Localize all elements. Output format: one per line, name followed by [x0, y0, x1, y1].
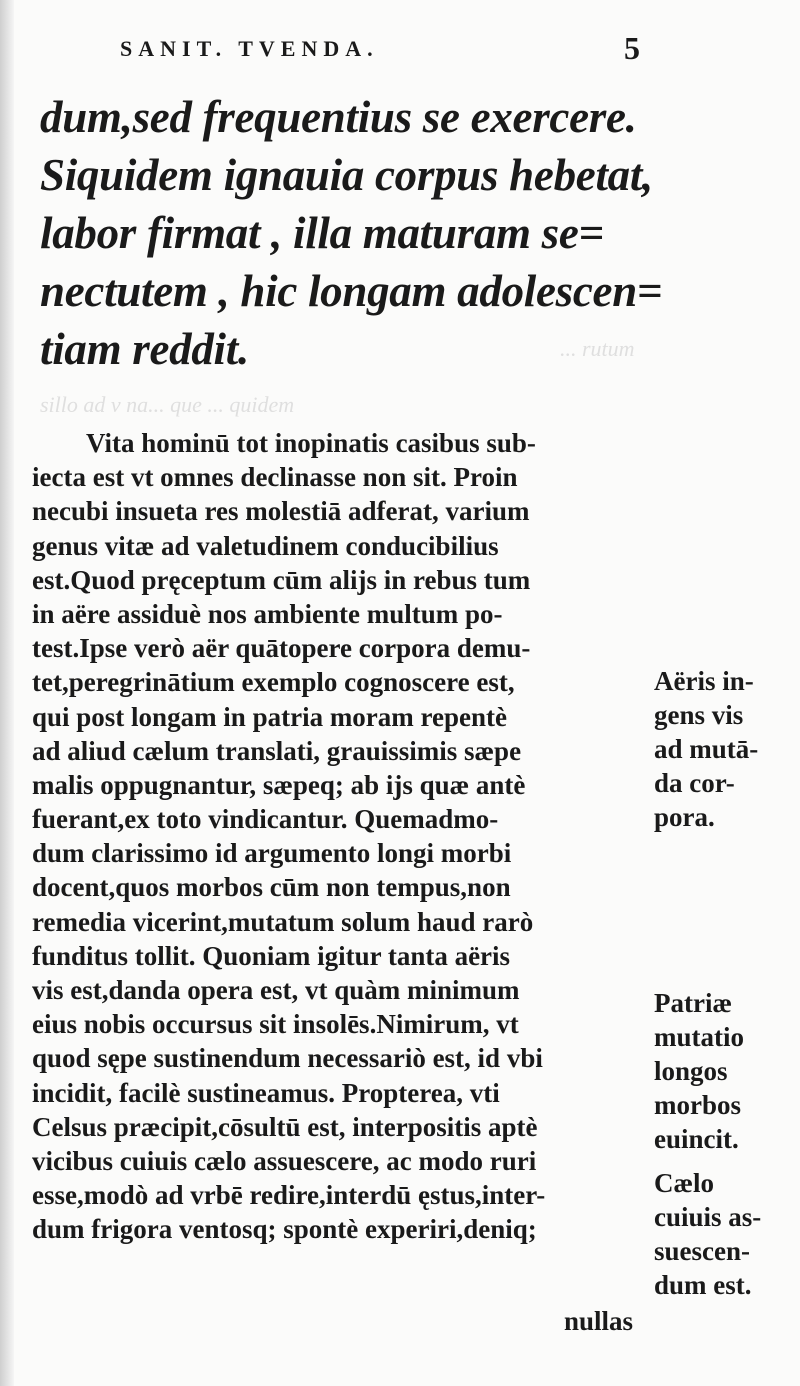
text-line: nectutem , hic longam adolescen=	[40, 266, 663, 316]
marginal-line: gens vis	[654, 700, 744, 730]
text-line: remedia vicerint,mutatum solum haud rarò	[32, 906, 534, 937]
text-line: vis est,danda opera est, vt quàm minimum	[32, 975, 520, 1005]
body-paragraph	[32, 426, 652, 1247]
marginal-line: Cælo	[654, 1168, 714, 1198]
text-line: Siquidem ignauia corpus hebetat,	[40, 150, 653, 200]
catchword: nullas	[564, 1306, 634, 1336]
text-line: malis oppugnantur, sæpeq; ab ijs quæ antè	[32, 769, 526, 800]
text-line: Celsus præcipit,cōsultū est, interpositis aptè	[32, 1111, 538, 1142]
text-line: necubi insueta res molestiā adferat, varium	[32, 496, 530, 527]
text-line: est.Quod pręceptum cūm alijs in rebus tum	[32, 564, 531, 595]
marginal-line: ad mutā-	[654, 734, 759, 764]
marginal-line: pora.	[654, 802, 715, 832]
text-line: funditus tollit. Quoniam igitur tanta aëris	[32, 940, 511, 971]
text-line: docent,quos morbos cūm non tempus,non	[32, 872, 511, 903]
marginal-line: Aëris in-	[654, 666, 754, 696]
marginal-line: euincit.	[654, 1124, 739, 1154]
text-line: dum clarissimo id argumento longi morbi	[32, 838, 512, 869]
text-line: qui post longam in patria moram repentè	[32, 701, 508, 732]
page-number: 5	[624, 30, 640, 66]
running-title: SANIT. TVENDA.	[120, 36, 379, 61]
marginal-note	[654, 664, 794, 834]
marginal-line: cuiuis as-	[654, 1202, 762, 1232]
text-line: esse,modò ad vrbē redire,interdū ęstus,inter-	[32, 1180, 546, 1211]
marginal-note	[654, 1166, 794, 1302]
marginal-line: morbos	[654, 1090, 741, 1120]
marginal-line: dum est.	[654, 1270, 752, 1300]
gutter-shadow	[0, 0, 14, 1386]
text-line: Vita hominū tot inopinatis casibus sub-	[86, 428, 536, 458]
text-line: test.Ipse verò aër quātopere corpora demu-	[32, 633, 531, 664]
italic-paragraph	[40, 88, 663, 378]
show-through-text: sillo ad v na... que ... quidem	[40, 392, 295, 417]
marginal-note	[654, 986, 794, 1156]
text-line: fuerant,ex toto vindicantur. Quemadmo-	[32, 804, 499, 835]
text-line: quod sępe sustinendum necessariò est, id vbi	[32, 1043, 543, 1074]
text-line: incidit, facilè sustineamus. Propterea, vti	[32, 1077, 500, 1108]
show-through-text: ... rutum	[560, 336, 635, 361]
text-line: in aëre assiduè nos ambiente multum po-	[32, 598, 503, 629]
marginal-line: suescen-	[654, 1236, 750, 1266]
text-line: vicibus cuiuis cælo assuescere, ac modo ruri	[32, 1145, 537, 1176]
text-line: tet,peregrinātium exemplo cognoscere est,	[32, 667, 515, 698]
text-line: ad aliud cælum translati, grauissimis sæpe	[32, 735, 522, 766]
text-line: iecta est vt omnes declinasse non sit. Proin	[32, 462, 518, 493]
text-line: eius nobis occursus sit insolēs.Nimirum, vt	[32, 1009, 519, 1040]
marginal-line: da cor-	[654, 768, 735, 798]
marginal-line: mutatio	[654, 1022, 744, 1052]
page-header	[120, 30, 640, 70]
text-line: labor firmat , illa maturam se=	[40, 208, 604, 258]
text-line: dum frigora ventosq; spontè experiri,deniq;	[32, 1214, 537, 1245]
text-line: dum,sed frequentius se exercere.	[40, 92, 637, 142]
marginal-line: Patriæ	[654, 988, 732, 1018]
text-line: genus vitæ ad valetudinem conducibilius	[32, 530, 499, 561]
marginal-line: longos	[654, 1056, 728, 1086]
text-line: tiam reddit.	[40, 324, 249, 374]
